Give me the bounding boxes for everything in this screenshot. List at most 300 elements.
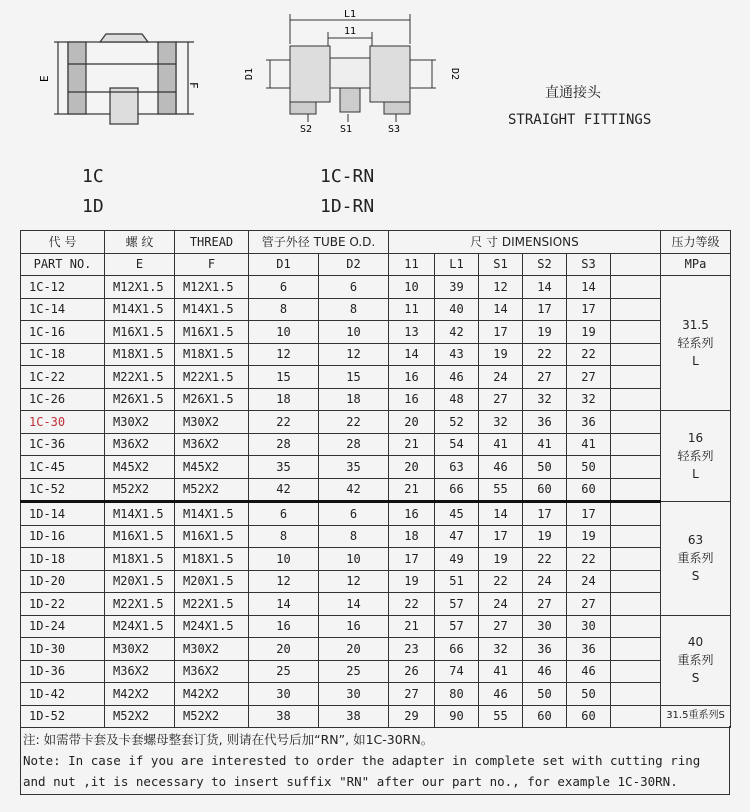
pressure-series: 重系列 bbox=[677, 653, 714, 667]
model-1d: 1D bbox=[82, 196, 104, 217]
table-cell: 28 bbox=[319, 433, 389, 456]
table-cell: 42 bbox=[319, 478, 389, 502]
table-cell: 17 bbox=[479, 321, 523, 344]
table-cell: 54 bbox=[435, 433, 479, 456]
table-cell: 27 bbox=[479, 615, 523, 638]
header2-cell: 11 bbox=[389, 253, 435, 276]
pressure-series: 重系列 bbox=[677, 551, 714, 566]
part-number-cell: 1D-52 bbox=[21, 705, 105, 728]
table-cell: M36X2 bbox=[105, 433, 175, 456]
table-cell: 15 bbox=[319, 366, 389, 389]
table-cell: 27 bbox=[389, 683, 435, 706]
part-number-cell: 1C-30 bbox=[21, 411, 105, 434]
table-cell: 19 bbox=[567, 525, 611, 548]
title-english: STRAIGHT FITTINGS bbox=[508, 112, 652, 128]
note-chinese: 注: 如需带卡套及卡套螺母整套订货, 则请在代号后加“RN”, 如1C-30RN。 bbox=[23, 732, 434, 747]
table-cell: M24X1.5 bbox=[105, 615, 175, 638]
table-cell: 30 bbox=[319, 683, 389, 706]
table-row bbox=[21, 525, 731, 548]
table-cell: 11 bbox=[389, 298, 435, 321]
table-cell: 17 bbox=[567, 502, 611, 526]
table-row bbox=[21, 343, 731, 366]
table-cell: 43 bbox=[435, 343, 479, 366]
table-cell: M26X1.5 bbox=[105, 388, 175, 411]
table-cell: M26X1.5 bbox=[175, 388, 249, 411]
pressure-group-cell bbox=[661, 276, 731, 411]
table-cell bbox=[611, 570, 661, 593]
table-cell: 20 bbox=[389, 411, 435, 434]
table-cell: 6 bbox=[249, 276, 319, 299]
table-cell: 32 bbox=[479, 638, 523, 661]
table-row bbox=[21, 615, 731, 638]
table-cell: 32 bbox=[567, 388, 611, 411]
table-cell: M16X1.5 bbox=[175, 525, 249, 548]
table-cell: 24 bbox=[567, 570, 611, 593]
table-cell: 15 bbox=[249, 366, 319, 389]
table-cell: M24X1.5 bbox=[175, 615, 249, 638]
table-cell: M18X1.5 bbox=[175, 343, 249, 366]
table-cell: 30 bbox=[249, 683, 319, 706]
pressure-series: 轻系列 bbox=[677, 449, 714, 463]
table-cell bbox=[611, 705, 661, 728]
table-cell: 12 bbox=[319, 570, 389, 593]
pressure-series: 轻系列 bbox=[677, 336, 714, 350]
table-cell: M22X1.5 bbox=[105, 366, 175, 389]
table-cell: 14 bbox=[523, 276, 567, 299]
table-cell: M12X1.5 bbox=[105, 276, 175, 299]
table-cell: 24 bbox=[523, 570, 567, 593]
table-cell: 36 bbox=[523, 411, 567, 434]
header2-cell bbox=[611, 253, 661, 276]
table-cell: M52X2 bbox=[175, 705, 249, 728]
table-cell: 22 bbox=[389, 593, 435, 616]
table-cell: 6 bbox=[319, 276, 389, 299]
table-cell bbox=[611, 433, 661, 456]
table-cell: 24 bbox=[479, 593, 523, 616]
table-cell: 42 bbox=[249, 478, 319, 502]
table-cell: 19 bbox=[479, 343, 523, 366]
notes-box bbox=[20, 726, 730, 795]
table-cell: 60 bbox=[567, 705, 611, 728]
table-cell: M20X1.5 bbox=[175, 570, 249, 593]
table-cell: 35 bbox=[249, 456, 319, 479]
table-cell bbox=[611, 388, 661, 411]
table-row bbox=[21, 411, 731, 434]
table-cell: M45X2 bbox=[175, 456, 249, 479]
pressure-value: 63 bbox=[687, 533, 704, 548]
table-cell: 51 bbox=[435, 570, 479, 593]
table-cell: 16 bbox=[389, 502, 435, 526]
table-row bbox=[21, 456, 731, 479]
part-number-cell: 1C-16 bbox=[21, 321, 105, 344]
dim-label-d1: D1 bbox=[244, 67, 255, 80]
table-cell: 32 bbox=[523, 388, 567, 411]
table-cell: 18 bbox=[319, 388, 389, 411]
table-cell: M16X1.5 bbox=[105, 525, 175, 548]
table-cell: 36 bbox=[567, 638, 611, 661]
pressure-group-cell bbox=[661, 502, 731, 616]
table-cell: 41 bbox=[523, 433, 567, 456]
table-cell: 22 bbox=[567, 548, 611, 571]
model-1c-rn: 1C-RN bbox=[320, 166, 375, 187]
table-cell: 6 bbox=[319, 502, 389, 526]
table-cell: 8 bbox=[249, 298, 319, 321]
part-number-cell: 1C-18 bbox=[21, 343, 105, 366]
part-number-cell: 1C-22 bbox=[21, 366, 105, 389]
table-cell: 10 bbox=[249, 321, 319, 344]
table-cell: 17 bbox=[479, 525, 523, 548]
table-cell bbox=[611, 411, 661, 434]
table-cell: M52X2 bbox=[105, 478, 175, 502]
fitting-side-view-drawing bbox=[34, 28, 214, 138]
header2-cell: L1 bbox=[435, 253, 479, 276]
table-cell: 50 bbox=[567, 456, 611, 479]
table-cell: 55 bbox=[479, 705, 523, 728]
table-row bbox=[21, 478, 731, 502]
dim-label-11: 11 bbox=[344, 26, 357, 37]
table-cell: 41 bbox=[479, 433, 523, 456]
table-cell: M45X2 bbox=[105, 456, 175, 479]
table-cell: 38 bbox=[249, 705, 319, 728]
table-cell: M30X2 bbox=[175, 638, 249, 661]
table-cell: 12 bbox=[249, 570, 319, 593]
table-cell: 90 bbox=[435, 705, 479, 728]
pressure-code: S bbox=[691, 569, 700, 584]
table-cell: M52X2 bbox=[105, 705, 175, 728]
table-cell: 47 bbox=[435, 525, 479, 548]
table-cell bbox=[611, 525, 661, 548]
table-row bbox=[21, 660, 731, 683]
header-thread-en: THREAD bbox=[175, 231, 249, 254]
model-1d-rn: 1D-RN bbox=[320, 196, 375, 217]
table-cell: 26 bbox=[389, 660, 435, 683]
table-cell: 17 bbox=[389, 548, 435, 571]
table-cell: 24 bbox=[479, 366, 523, 389]
table-cell: 6 bbox=[249, 502, 319, 526]
table-cell: 63 bbox=[435, 456, 479, 479]
table-cell: 28 bbox=[249, 433, 319, 456]
pressure-code: L bbox=[692, 354, 699, 368]
table-cell: M18X1.5 bbox=[175, 548, 249, 571]
part-number-cell: 1D-16 bbox=[21, 525, 105, 548]
table-cell: 46 bbox=[435, 366, 479, 389]
part-number-cell: 1D-36 bbox=[21, 660, 105, 683]
table-cell: 35 bbox=[319, 456, 389, 479]
dim-label-s3: S3 bbox=[388, 124, 401, 135]
table-cell: 14 bbox=[479, 502, 523, 526]
table-cell: 25 bbox=[319, 660, 389, 683]
table-cell: 18 bbox=[249, 388, 319, 411]
table-cell bbox=[611, 456, 661, 479]
table-cell: 27 bbox=[567, 366, 611, 389]
table-cell: 8 bbox=[319, 525, 389, 548]
table-cell: M14X1.5 bbox=[105, 298, 175, 321]
table-row bbox=[21, 548, 731, 571]
table-cell: 17 bbox=[523, 298, 567, 321]
table-cell: 36 bbox=[567, 411, 611, 434]
table-cell: M30X2 bbox=[175, 411, 249, 434]
table-cell: 12 bbox=[249, 343, 319, 366]
dim-label-s2: S2 bbox=[300, 124, 313, 135]
pressure-value: 31.5 bbox=[682, 318, 709, 332]
table-cell: M16X1.5 bbox=[105, 321, 175, 344]
table-row bbox=[21, 366, 731, 389]
table-cell: 14 bbox=[567, 276, 611, 299]
part-number-cell: 1C-26 bbox=[21, 388, 105, 411]
dim-label-f: F bbox=[187, 82, 200, 89]
part-number-cell: 1D-42 bbox=[21, 683, 105, 706]
table-cell: 14 bbox=[389, 343, 435, 366]
table-cell: M18X1.5 bbox=[105, 343, 175, 366]
table-cell: M52X2 bbox=[175, 478, 249, 502]
table-cell: 80 bbox=[435, 683, 479, 706]
header2-cell: S2 bbox=[523, 253, 567, 276]
table-cell: 10 bbox=[249, 548, 319, 571]
table-cell: 19 bbox=[567, 321, 611, 344]
table-row bbox=[21, 433, 731, 456]
dim-label-e: E bbox=[38, 75, 51, 82]
table-cell: M22X1.5 bbox=[105, 593, 175, 616]
header2-cell: D2 bbox=[319, 253, 389, 276]
pressure-value: 16 bbox=[687, 431, 704, 445]
table-cell: 66 bbox=[435, 638, 479, 661]
pressure-code: L bbox=[692, 467, 699, 481]
table-cell: M14X1.5 bbox=[105, 502, 175, 526]
header2-cell: MPa bbox=[661, 253, 731, 276]
table-cell: M36X2 bbox=[105, 660, 175, 683]
table-cell: 14 bbox=[249, 593, 319, 616]
table-cell: M42X2 bbox=[175, 683, 249, 706]
table-cell: 20 bbox=[389, 456, 435, 479]
table-cell: 10 bbox=[319, 321, 389, 344]
table-cell: M36X2 bbox=[175, 433, 249, 456]
pressure-group-cell bbox=[661, 411, 731, 502]
table-cell: 14 bbox=[479, 298, 523, 321]
table-cell: 57 bbox=[435, 615, 479, 638]
table-cell: 22 bbox=[319, 411, 389, 434]
table-cell: 8 bbox=[249, 525, 319, 548]
table-row bbox=[21, 321, 731, 344]
table-cell: 17 bbox=[523, 502, 567, 526]
header2-cell: PART NO. bbox=[21, 253, 105, 276]
table-cell: 57 bbox=[435, 593, 479, 616]
table-cell bbox=[611, 298, 661, 321]
table-cell: 46 bbox=[479, 683, 523, 706]
title-chinese: 直通接头 bbox=[545, 85, 601, 101]
table-cell: 25 bbox=[249, 660, 319, 683]
table-cell: 46 bbox=[479, 456, 523, 479]
table-cell bbox=[611, 276, 661, 299]
table-cell bbox=[611, 593, 661, 616]
table-cell: 27 bbox=[523, 366, 567, 389]
table-cell: 27 bbox=[567, 593, 611, 616]
table-cell: 19 bbox=[389, 570, 435, 593]
table-cell: 13 bbox=[389, 321, 435, 344]
table-cell: 40 bbox=[435, 298, 479, 321]
table-cell: 8 bbox=[319, 298, 389, 321]
table-cell: 46 bbox=[523, 660, 567, 683]
pressure-code: S bbox=[691, 671, 700, 685]
pressure-value: 31.5重系列S bbox=[666, 710, 725, 722]
table-cell: M14X1.5 bbox=[175, 502, 249, 526]
table-cell: 12 bbox=[479, 276, 523, 299]
dim-label-s1: S1 bbox=[340, 124, 353, 135]
part-number-cell: 1D-20 bbox=[21, 570, 105, 593]
table-cell: M36X2 bbox=[175, 660, 249, 683]
table-cell bbox=[611, 615, 661, 638]
table-cell: 50 bbox=[523, 683, 567, 706]
table-row bbox=[21, 502, 731, 526]
header-thread-cn: 螺 纹 bbox=[105, 231, 175, 254]
table-cell: M14X1.5 bbox=[175, 298, 249, 321]
table-cell: 21 bbox=[389, 478, 435, 502]
table-cell bbox=[611, 321, 661, 344]
table-cell: 32 bbox=[479, 411, 523, 434]
part-number-cell: 1C-12 bbox=[21, 276, 105, 299]
pressure-group-cell bbox=[661, 705, 731, 728]
table-cell: 48 bbox=[435, 388, 479, 411]
table-cell: 60 bbox=[523, 478, 567, 502]
table-cell: 27 bbox=[479, 388, 523, 411]
dim-label-d2: D2 bbox=[449, 68, 460, 81]
header-row-2 bbox=[21, 253, 731, 276]
table-cell: 38 bbox=[319, 705, 389, 728]
table-cell: 50 bbox=[567, 683, 611, 706]
part-number-cell: 1D-24 bbox=[21, 615, 105, 638]
table-cell: 22 bbox=[523, 548, 567, 571]
table-row bbox=[21, 388, 731, 411]
table-cell: 10 bbox=[389, 276, 435, 299]
header-part: 代 号 bbox=[21, 231, 105, 254]
table-cell: 16 bbox=[389, 388, 435, 411]
header-tube: 管子外径 TUBE O.D. bbox=[249, 231, 389, 254]
header2-cell: S1 bbox=[479, 253, 523, 276]
table-cell: 41 bbox=[567, 433, 611, 456]
table-cell bbox=[611, 502, 661, 526]
table-cell: 23 bbox=[389, 638, 435, 661]
header-row-1 bbox=[21, 231, 731, 254]
table-cell: 16 bbox=[249, 615, 319, 638]
table-cell: 21 bbox=[389, 615, 435, 638]
fitting-section-view-drawing bbox=[236, 4, 476, 140]
pressure-group-cell bbox=[661, 615, 731, 705]
table-cell: M22X1.5 bbox=[175, 593, 249, 616]
part-number-cell: 1D-30 bbox=[21, 638, 105, 661]
table-cell: 45 bbox=[435, 502, 479, 526]
table-row bbox=[21, 683, 731, 706]
table-row bbox=[21, 705, 731, 728]
model-1c: 1C bbox=[82, 166, 104, 187]
part-number-cell: 1D-18 bbox=[21, 548, 105, 571]
table-row bbox=[21, 638, 731, 661]
table-cell: 55 bbox=[479, 478, 523, 502]
header-dimensions: 尺 寸 DIMENSIONS bbox=[389, 231, 661, 254]
table-cell: 16 bbox=[389, 366, 435, 389]
table-row bbox=[21, 570, 731, 593]
part-number-cell: 1D-14 bbox=[21, 502, 105, 526]
table-cell: M42X2 bbox=[105, 683, 175, 706]
pressure-value: 40 bbox=[687, 635, 704, 649]
part-number-cell: 1C-45 bbox=[21, 456, 105, 479]
table-cell: 22 bbox=[479, 570, 523, 593]
table-cell: 19 bbox=[523, 525, 567, 548]
table-cell: 22 bbox=[249, 411, 319, 434]
table-cell: 39 bbox=[435, 276, 479, 299]
table-cell: M30X2 bbox=[105, 638, 175, 661]
header2-cell: E bbox=[105, 253, 175, 276]
table-cell bbox=[611, 683, 661, 706]
table-cell bbox=[611, 638, 661, 661]
table-cell: 18 bbox=[389, 525, 435, 548]
table-row bbox=[21, 276, 731, 299]
table-cell: 60 bbox=[523, 705, 567, 728]
header2-cell: F bbox=[175, 253, 249, 276]
table-cell: 20 bbox=[319, 638, 389, 661]
table-cell bbox=[611, 660, 661, 683]
table-cell: 74 bbox=[435, 660, 479, 683]
part-number-cell: 1C-36 bbox=[21, 433, 105, 456]
table-cell: M22X1.5 bbox=[175, 366, 249, 389]
table-cell: 41 bbox=[479, 660, 523, 683]
table-cell: 10 bbox=[319, 548, 389, 571]
part-number-cell: 1D-22 bbox=[21, 593, 105, 616]
table-cell: 30 bbox=[567, 615, 611, 638]
header-pressure: 压力等级 bbox=[661, 231, 731, 254]
table-row bbox=[21, 593, 731, 616]
table-cell: 16 bbox=[319, 615, 389, 638]
note-english-line-1: Note: In case if you are interested to order the adapter in complete set with cutting ring bbox=[23, 753, 701, 768]
table-cell: 29 bbox=[389, 705, 435, 728]
table-cell bbox=[611, 548, 661, 571]
table-cell: 49 bbox=[435, 548, 479, 571]
table-cell bbox=[611, 343, 661, 366]
dim-label-l1: L1 bbox=[344, 9, 357, 20]
table-cell: M20X1.5 bbox=[105, 570, 175, 593]
table-cell: 52 bbox=[435, 411, 479, 434]
table-cell: 14 bbox=[319, 593, 389, 616]
table-cell: M12X1.5 bbox=[175, 276, 249, 299]
table-cell: 30 bbox=[523, 615, 567, 638]
table-cell: 50 bbox=[523, 456, 567, 479]
table-row bbox=[21, 298, 731, 321]
table-cell: M16X1.5 bbox=[175, 321, 249, 344]
table-cell: 66 bbox=[435, 478, 479, 502]
part-number-cell: 1C-14 bbox=[21, 298, 105, 321]
table-cell: 27 bbox=[523, 593, 567, 616]
table-cell bbox=[611, 366, 661, 389]
table-cell: 22 bbox=[567, 343, 611, 366]
table-cell: M18X1.5 bbox=[105, 548, 175, 571]
table-cell: M30X2 bbox=[105, 411, 175, 434]
table-cell: 22 bbox=[523, 343, 567, 366]
table-cell: 46 bbox=[567, 660, 611, 683]
spec-table bbox=[20, 230, 731, 728]
table-cell: 42 bbox=[435, 321, 479, 344]
table-cell: 60 bbox=[567, 478, 611, 502]
header2-cell: S3 bbox=[567, 253, 611, 276]
part-number-cell: 1C-52 bbox=[21, 478, 105, 502]
table-cell: 19 bbox=[523, 321, 567, 344]
table-cell: 12 bbox=[319, 343, 389, 366]
table-cell bbox=[611, 478, 661, 502]
table-cell: 21 bbox=[389, 433, 435, 456]
table-cell: 19 bbox=[479, 548, 523, 571]
note-english-line-2: and nut ,it is necessary to insert suffix "RN" after our part no., for example 1C-30RN. bbox=[23, 774, 678, 789]
table-cell: 17 bbox=[567, 298, 611, 321]
table-cell: 36 bbox=[523, 638, 567, 661]
table-cell: 20 bbox=[249, 638, 319, 661]
header2-cell: D1 bbox=[249, 253, 319, 276]
